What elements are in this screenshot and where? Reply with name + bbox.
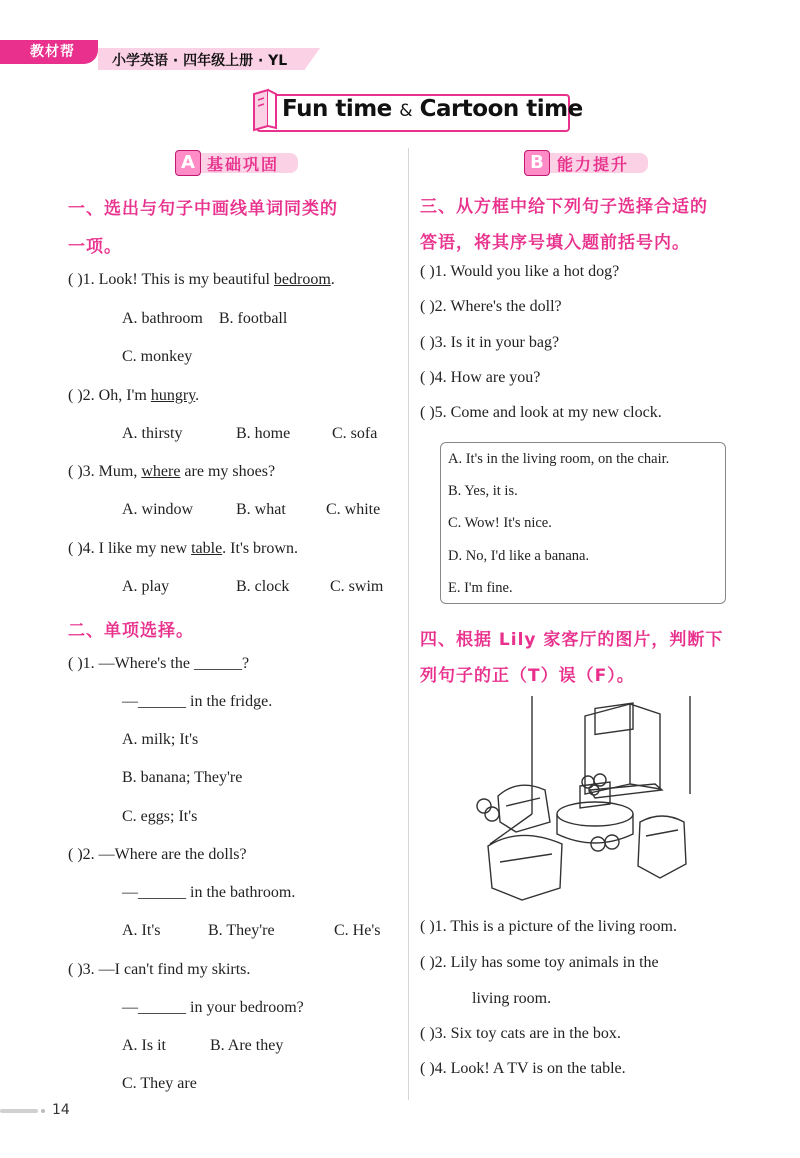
title-part2: Cartoon time	[419, 96, 583, 122]
part1-q3-option-b: B. what	[236, 501, 286, 518]
q-text: are my shoes?	[180, 463, 276, 480]
part2-q3-option-c: C. They are	[122, 1075, 197, 1092]
part1-heading-line2: 一项。	[68, 237, 122, 257]
underlined-word: bedroom	[273, 271, 331, 288]
part4-question-3: ( )3. Six toy cats are in the box.	[420, 1025, 621, 1042]
part2-q1-option-b: B. banana; They're	[122, 769, 243, 786]
answer-option-b: B. Yes, it is.	[448, 483, 518, 499]
part1-q2-option-c: C. sofa	[332, 425, 378, 442]
part2-q3-option-a: A. Is it	[122, 1037, 166, 1054]
part3-question-1: ( )1. Would you like a hot dog?	[420, 263, 620, 280]
page-footer-dot	[41, 1109, 45, 1113]
page-number: 14	[52, 1102, 70, 1118]
part2-question-1: ( )1. —Where's the ______?	[68, 655, 250, 672]
part1-q2-option-b: B. home	[236, 425, 291, 442]
part2-q1-option-c: C. eggs; It's	[122, 808, 198, 825]
underlined-word: table	[191, 540, 223, 557]
section-b-label: 能力提升	[557, 155, 630, 174]
part4-question-2-continued: living room.	[472, 990, 552, 1007]
answer-option-a: A. It's in the living room, on the chair.	[448, 451, 670, 467]
part2-q3-option-b: B. Are they	[210, 1037, 284, 1054]
q-text: ( )4. I like my new	[68, 540, 192, 557]
part1-q2-option-a: A. thirsty	[122, 425, 183, 442]
part1-question-3	[68, 463, 275, 481]
part3-question-3: ( )3. Is it in your bag?	[420, 334, 560, 351]
part1-q4-option-b: B. clock	[236, 578, 290, 595]
part1-q3-option-c: C. white	[326, 501, 381, 518]
part1-question-4	[68, 540, 298, 558]
part4-question-1: ( )1. This is a picture of the living room.	[420, 918, 677, 935]
answer-option-d: D. No, I'd like a banana.	[448, 548, 590, 564]
q-text: ( )1. Look! This is my beautiful	[68, 271, 274, 288]
part1-q1-option-c: C. monkey	[122, 348, 193, 365]
part2-q2-option-b: B. They're	[208, 922, 275, 939]
page-footer-line	[0, 1109, 38, 1113]
part3-heading-line1: 三、从方框中给下列句子选择合适的	[420, 197, 708, 217]
part1-q3-option-a: A. window	[122, 501, 194, 518]
underlined-word: where	[141, 463, 181, 480]
part2-question-3: ( )3. —I can't find my skirts.	[68, 961, 251, 978]
part4-question-4: ( )4. Look! A TV is on the table.	[420, 1060, 626, 1077]
section-a-letter: A	[175, 150, 201, 176]
book-title: 小学英语 · 四年级上册 · YL	[112, 53, 288, 69]
part1-q4-option-a: A. play	[122, 578, 170, 595]
part3-question-5: ( )5. Come and look at my new clock.	[420, 404, 662, 421]
part1-question-1	[68, 271, 335, 289]
part2-q3-answer-line: —______ in your bedroom?	[122, 999, 304, 1016]
section-a-label: 基础巩固	[207, 155, 280, 174]
part4-heading-line1: 四、根据 Lily 家客厅的图片，判断下	[420, 630, 724, 650]
part2-question-2: ( )2. —Where are the dolls?	[68, 846, 247, 863]
part2-q1-option-a: A. milk; It's	[122, 731, 199, 748]
page-title	[282, 96, 583, 122]
q-text: .	[330, 271, 335, 288]
answer-option-c: C. Wow! It's nice.	[448, 515, 552, 531]
book-icon	[248, 88, 282, 132]
part1-q1-options-ab: A. bathroom B. football	[122, 310, 288, 327]
part2-q1-answer-line: —______ in the fridge.	[122, 693, 273, 710]
part4-question-2: ( )2. Lily has some toy animals in the	[420, 954, 659, 971]
part1-q4-option-c: C. swim	[330, 578, 384, 595]
part3-question-2: ( )2. Where's the doll?	[420, 298, 562, 315]
part1-question-2	[68, 387, 199, 405]
part3-question-4: ( )4. How are you?	[420, 369, 541, 386]
brand-label: 教材帮	[30, 44, 75, 60]
part1-heading-line1: 一、选出与句子中画线单词同类的	[68, 199, 338, 219]
q-text: ( )2. Oh, I'm	[68, 387, 151, 404]
answer-option-e: E. I'm fine.	[448, 580, 513, 596]
part2-q2-option-a: A. It's	[122, 922, 161, 939]
q-text: . It's brown.	[222, 540, 298, 557]
title-amp: &	[399, 101, 413, 121]
q-text: ( )3. Mum,	[68, 463, 142, 480]
section-b-letter: B	[524, 150, 550, 176]
column-divider	[408, 148, 409, 1100]
part2-q2-answer-line: —______ in the bathroom.	[122, 884, 296, 901]
part2-heading: 二、单项选择。	[68, 621, 194, 641]
part4-heading-line2: 列句子的正（T）误（F）。	[420, 666, 635, 686]
underlined-word: hungry	[150, 387, 196, 404]
title-part1: Fun time	[282, 96, 392, 122]
part3-heading-line2: 答语，将其序号填入题前括号内。	[420, 233, 690, 253]
q-text: .	[195, 387, 200, 404]
part2-q2-option-c: C. He's	[334, 922, 381, 939]
living-room-illustration	[470, 694, 700, 904]
